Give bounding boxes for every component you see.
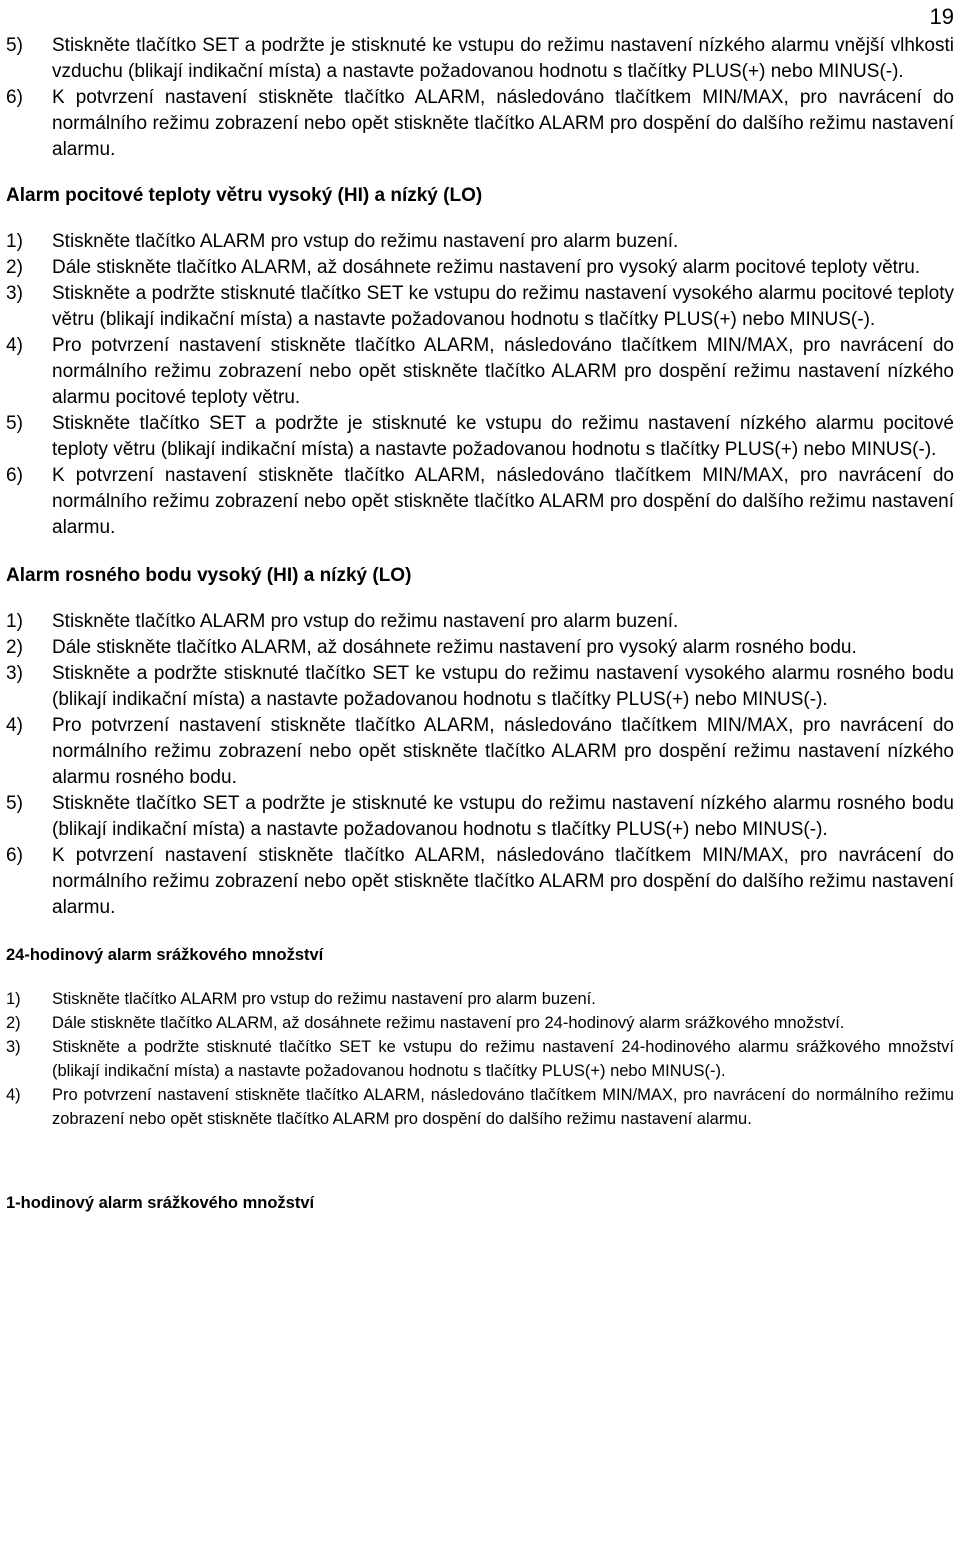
list-item [6, 635, 954, 661]
list-item [6, 33, 954, 85]
list-item [6, 333, 954, 411]
item-number: 2) [6, 257, 23, 278]
item-text: Dále stiskněte tlačítko ALARM, až dosáhnete režimu nastavení pro vysoký alarm pocitové teploty větru. [52, 257, 921, 278]
section-heading-rain-1h: 1-hodinový alarm srážkového množství [6, 1194, 315, 1212]
section-heading-wind-chill: Alarm pocitové teploty větru vysoký (HI) a nízký (LO) [6, 185, 483, 206]
item-text: Stiskněte a podržte stisknuté tlačítko SET ke vstupu do režimu nastavení vysokého alarmu rosného bodu (blikají indikační místa) a nastavte požadovanou hodnotu s tlačítky PLUS(+) nebo MINUS(-). [52, 663, 954, 710]
item-text: Stiskněte tlačítko ALARM pro vstup do režimu nastavení pro alarm buzení. [52, 231, 679, 252]
list-item [6, 987, 954, 1011]
list-item [6, 661, 954, 713]
list-item [6, 713, 954, 791]
item-number: 5) [6, 413, 23, 434]
item-text: K potvrzení nastavení stiskněte tlačítko ALARM, následováno tlačítkem MIN/MAX, pro navrácení do normálního režimu zobrazení nebo opět stiskněte tlačítko ALARM pro dospění do dalšího režimu nastavení alarmu. [52, 465, 954, 538]
list-item [6, 85, 954, 163]
item-text: Pro potvrzení nastavení stiskněte tlačítko ALARM, následováno tlačítkem MIN/MAX, pro navrácení do normálního režimu zobrazení nebo opět stiskněte tlačítko ALARM pro dospění do dalšího režimu nastavení alarmu. [52, 1086, 954, 1128]
continued-list [6, 33, 954, 163]
item-number: 3) [6, 663, 23, 684]
item-text: Stiskněte a podržte stisknuté tlačítko SET ke vstupu do režimu nastavení 24-hodinového alarmu srážkového množství (blikají indikační místa) a nastavte požadovanou hodnotu s tlačítky PLUS(+) nebo MINUS(-). [52, 1038, 954, 1080]
item-number: 1) [6, 611, 23, 632]
list-item [6, 1083, 954, 1131]
list-item [6, 229, 954, 255]
list-item [6, 411, 954, 463]
item-number: 4) [6, 715, 23, 736]
dew-point-list [6, 609, 954, 921]
page-number: 19 [929, 4, 954, 29]
item-number: 6) [6, 465, 23, 486]
item-text: Stiskněte tlačítko ALARM pro vstup do režimu nastavení pro alarm buzení. [52, 990, 596, 1008]
item-text: Pro potvrzení nastavení stiskněte tlačítko ALARM, následováno tlačítkem MIN/MAX, pro navrácení do normálního režimu zobrazení nebo opět stiskněte tlačítko ALARM pro dospění režimu nastavení nízkého alarmu rosného bodu. [52, 715, 954, 788]
item-number: 3) [6, 1038, 21, 1056]
item-number: 6) [6, 87, 23, 108]
item-text: Dále stiskněte tlačítko ALARM, až dosáhnete režimu nastavení pro 24-hodinový alarm srážkového množství. [52, 1014, 845, 1032]
item-number: 4) [6, 335, 23, 356]
wind-chill-list [6, 229, 954, 541]
item-text: Stiskněte a podržte stisknuté tlačítko SET ke vstupu do režimu nastavení vysokého alarmu pocitové teploty větru (blikají indikační místa) a nastavte požadovanou hodnotu s tlačítky PLUS(+) nebo MINUS(-). [52, 283, 954, 330]
item-text: Stiskněte tlačítko SET a podržte je stisknuté ke vstupu do režimu nastavení nízkého alarmu vnější vlhkosti vzduchu (blikají indikační místa) a nastavte požadovanou hodnotu s tlačítky PLUS(+) nebo MINUS(-). [52, 35, 954, 82]
item-text: Stiskněte tlačítko SET a podržte je stisknuté ke vstupu do režimu nastavení nízkého alarmu rosného bodu (blikají indikační místa) a nastavte požadovanou hodnotu s tlačítky PLUS(+) nebo MINUS(-). [52, 793, 954, 840]
list-item [6, 609, 954, 635]
item-text: K potvrzení nastavení stiskněte tlačítko ALARM, následováno tlačítkem MIN/MAX, pro navrácení do normálního režimu zobrazení nebo opět stiskněte tlačítko ALARM pro dospění do dalšího režimu nastavení alarmu. [52, 845, 954, 918]
list-item [6, 791, 954, 843]
item-text: Stiskněte tlačítko ALARM pro vstup do režimu nastavení pro alarm buzení. [52, 611, 679, 632]
item-text: Stiskněte tlačítko SET a podržte je stisknuté ke vstupu do režimu nastavení nízkého alarmu pocitové teploty větru (blikají indikační místa) a nastavte požadovanou hodnotu s tlačítky PLUS(+) nebo MINUS(-). [52, 413, 954, 460]
list-item [6, 281, 954, 333]
item-text: K potvrzení nastavení stiskněte tlačítko ALARM, následováno tlačítkem MIN/MAX, pro navrácení do normálního režimu zobrazení nebo opět stiskněte tlačítko ALARM pro dospění do dalšího režimu nastavení alarmu. [52, 87, 954, 160]
rain-24h-list [6, 987, 954, 1131]
section-heading-dew-point: Alarm rosného bodu vysoký (HI) a nízký (LO) [6, 565, 412, 586]
item-number: 2) [6, 1014, 21, 1032]
list-item [6, 1035, 954, 1083]
item-text: Pro potvrzení nastavení stiskněte tlačítko ALARM, následováno tlačítkem MIN/MAX, pro navrácení do normálního režimu zobrazení nebo opět stiskněte tlačítko ALARM pro dospění režimu nastavení nízkého alarmu pocitové teploty větru. [52, 335, 954, 408]
list-item [6, 463, 954, 541]
item-number: 4) [6, 1086, 21, 1104]
item-text: Dále stiskněte tlačítko ALARM, až dosáhnete režimu nastavení pro vysoký alarm rosného bodu. [52, 637, 857, 658]
list-item [6, 255, 954, 281]
list-item [6, 843, 954, 921]
item-number: 2) [6, 637, 23, 658]
item-number: 6) [6, 845, 23, 866]
item-number: 5) [6, 35, 23, 56]
list-item [6, 1011, 954, 1035]
item-number: 1) [6, 990, 21, 1008]
document-body [6, 33, 954, 1215]
item-number: 5) [6, 793, 23, 814]
item-number: 1) [6, 231, 23, 252]
item-number: 3) [6, 283, 23, 304]
section-heading-rain-24h: 24-hodinový alarm srážkového množství [6, 946, 324, 964]
